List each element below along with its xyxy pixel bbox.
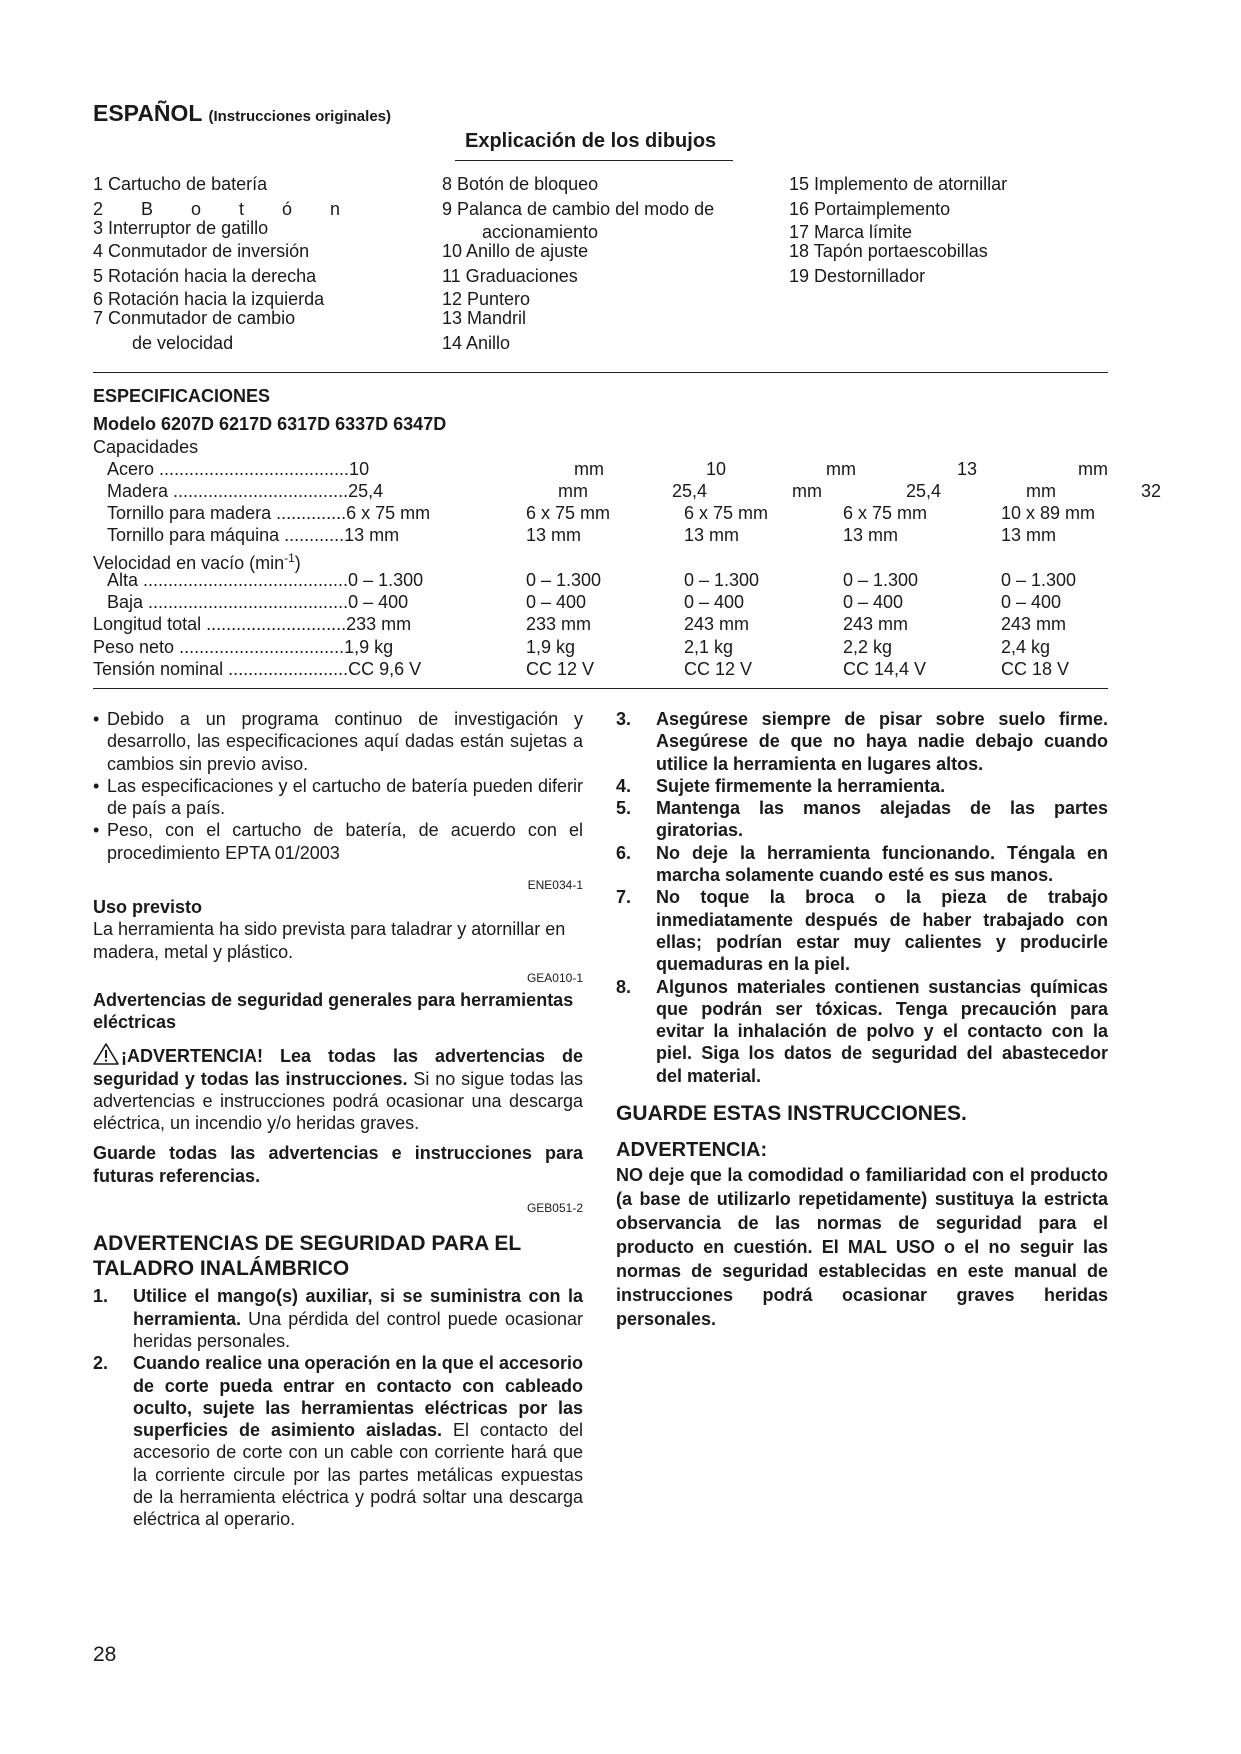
legend-item: 15 Implemento de atornillar [789,174,1008,194]
taladro-heading: ADVERTENCIAS DE SEGURIDAD PARA EL TALADRO INALÁMBRICO [93,1232,521,1281]
specs-row-val: 0 – 1.300 [526,570,602,590]
adv-general-heading: Advertencias de seguridad generales para herramientas eléctricas [93,990,574,1033]
divider [93,688,1108,689]
specs-row-val: 10 x 89 mm [1001,503,1096,523]
legend-item: 11 Graduaciones [442,266,578,286]
legend-item: 2 B o t ó n [93,199,357,219]
numbered-item: 3. Asegúrese siempre de pisar sobre suelo firme. Asegúrese de que no haya nadie debajo cuando utilice la herramienta en lugares altos. [616,709,1108,774]
specs-model-line: Modelo 6207D 6217D 6317D 6337D 6347D [93,414,447,434]
numbered-item: 7. No toque la broca o la pieza de trabajo inmediatamente después de haber trabajado con ellas; podrían estar muy calientes y producirle quemaduras en la piel. [616,887,1108,975]
specs-row-val: 1,9 kg [526,637,576,657]
legend-item: 7 Conmutador de cambio [93,308,296,328]
numbered-item: 4. Sujete firmemente la herramienta. [616,775,946,796]
specs-row-val: 0 – 1.300 [843,570,919,590]
legend-title: Explicación de los dibujos [465,130,717,152]
bullet-item: • Peso, con el cartucho de batería, de acuerdo con el procedimiento EPTA 01/2003 [93,820,583,863]
specs-acero-val: 13 [957,459,978,479]
specs-row-val: 13 mm [843,525,899,545]
uso-text: La herramienta ha sido prevista para taladrar y atornillar en madera, metal y plástico. [93,919,566,962]
specs-row-label: Peso neto .................................1,9 kg [93,637,394,657]
numbered-item: 1. Utilice el mango(s) auxiliar, si se suministra con la herramienta. Una pérdida del control puede ocasionar heridas personales. [93,1286,583,1351]
numbered-item: 8. Algunos materiales contienen sustancias químicas que podrán ser tóxicas. Tenga precaución para evitar la inhalación de polvo y el contacto con la piel. Siga los datos de seguridad del abastecedor del material. [616,976,1108,1086]
legend-item: 12 Puntero [442,289,531,309]
specs-madera-val: mm [1026,481,1056,501]
bullet-item: • Las especificaciones y el cartucho de batería pueden diferir de país a país. [93,775,583,819]
specs-row-val: 13 mm [684,525,740,545]
legend-item: de velocidad [132,333,234,353]
ref-code: ENE034-1 [527,878,583,893]
specs-row-val: 6 x 75 mm [526,503,611,523]
specs-row-val: 2,4 kg [1001,637,1051,657]
specs-capacidades: Capacidades [93,437,199,457]
specs-row-val: 0 – 400 [684,592,745,612]
specs-row-val: CC 12 V [526,659,595,679]
specs-row-val: 0 – 1.300 [684,570,760,590]
specs-row-label: Alta .........................................0 – 1.300 [107,570,424,590]
legend-item: 17 Marca límite [789,222,913,242]
specs-row-val: 2,2 kg [843,637,893,657]
specs-row-val: 243 mm [1001,614,1067,634]
language-subtitle: (Instrucciones originales) [208,108,391,125]
legend-item: 6 Rotación hacia la izquierda [93,289,325,309]
specs-acero-val: mm [826,459,856,479]
right-column [616,708,1108,1331]
page-number: 28 [93,1643,117,1666]
legend-item: 16 Portaimplemento [789,199,951,219]
specs-madera-val: mm [558,481,588,501]
adv-general-text: ¡ADVERTENCIA! Lea todas las advertencias de seguridad y todas las instrucciones. Si no sigue todas las advertencias e instrucciones podrá ocasionar una descarga eléctrica, un incendio y/o heridas graves. [93,1043,583,1134]
specs-acero-label: Acero ......................................10 [107,459,370,479]
legend-title-rule [455,160,733,161]
specs-row-val: 13 mm [526,525,582,545]
specs-row-val: 0 – 400 [843,592,904,612]
specs-row-val: 0 – 400 [526,592,587,612]
specs-row-val: 6 x 75 mm [684,503,769,523]
specs-row-label: Tornillo para madera ..............6 x 75 mm [107,503,431,523]
specs-row-val: CC 18 V [1001,659,1070,679]
specs-madera-label: Madera ...................................25,4 [107,481,384,501]
legend-item: 14 Anillo [442,333,511,353]
ref-code: GEA010-1 [526,970,583,985]
legend-item: 5 Rotación hacia la derecha [93,266,317,286]
specs-row-val: 0 – 400 [1001,592,1062,612]
specs-velocidad: Velocidad en vacío $(\min^{-1})$ [93,551,301,573]
warning-icon [93,1043,119,1065]
specs-row-val: 6 x 75 mm [843,503,928,523]
legend-item: 8 Botón de bloqueo [442,174,599,194]
specs-acero-val: mm [574,459,604,479]
specs-acero-val: mm [1078,459,1108,479]
legend-item: 3 Interruptor de gatillo [93,218,269,238]
numbered-item: 5. Mantenga las manos alejadas de las partes giratorias. [616,798,1108,841]
specs-row-val: CC 12 V [684,659,753,679]
guarde-text: Guarde todas las advertencias e instrucciones para futuras referencias. [93,1143,583,1186]
specs-madera-val: mm [792,481,822,501]
specs-row-val: 243 mm [684,614,750,634]
guarde-heading: GUARDE ESTAS INSTRUCCIONES. [616,1102,967,1126]
legend-item: 10 Anillo de ajuste [442,241,589,261]
specs-madera-val: 25,4 [906,481,942,501]
legend-item: 9 Palanca de cambio del modo de [442,199,715,219]
language-title: ESPAÑOL [93,100,203,126]
specs-acero-val: 10 [706,459,727,479]
specs-heading: ESPECIFICACIONES [93,386,271,406]
specs-row-val: CC 14,4 V [843,659,927,679]
legend-item: 13 Mandril [442,308,527,328]
specs-row-val: 233 mm [526,614,592,634]
left-column [93,708,583,1531]
language-heading [93,100,391,127]
specs-row-label: Tornillo para máquina ............13 mm [107,525,400,545]
legend-item: 4 Conmutador de inversión [93,241,310,261]
specs-row-val: 13 mm [1001,525,1057,545]
specs-row-label: Baja ........................................0 – 400 [107,592,409,612]
specs-row-val: 2,1 kg [684,637,734,657]
legend-item: 19 Destornillador [789,266,926,286]
specs-madera-val: 32 [1141,481,1162,501]
specs-row-label: Tensión nominal ........................CC 9,6 V [93,659,422,679]
specs-madera-val: 25,4 [672,481,708,501]
legend-item: accionamiento [482,222,599,242]
legend-item: 18 Tapón portaescobillas [789,241,988,261]
specs-row-val: 243 mm [843,614,909,634]
bullet-item: • Debido a un programa continuo de investigación y desarrollo, las especificaciones aquí dadas están sujetas a cambios sin previo aviso. [93,709,583,774]
advertencia-heading: ADVERTENCIA: [616,1139,768,1162]
divider [93,372,1108,373]
advertencia-text: NO deje que la comodidad o familiaridad con el producto (a base de utilizarlo repetidamente) sustituya la estricta observancia de las normas de seguridad para el producto en cuestión. El MAL USO o el no seguir las normas de seguridad establecidas en este manual de instrucciones podrá ocasionar graves heridas personales. [616,1165,1108,1330]
numbered-item: 6. No deje la herramienta funcionando. Téngala en marcha solamente cuando esté es sus manos. [616,842,1108,886]
legend-item: 1 Cartucho de batería [93,174,268,194]
numbered-item: 2. Cuando realice una operación en la que el accesorio de corte pueda entrar en contacto con cableado oculto, sujete las herramientas eléctricas por las superficies de asimiento aisladas. El contacto del accesorio de corte con un cable con corriente hará que la corriente circule por las partes metálicas expuestas de la herramienta eléctrica y podrá soltar una descarga eléctrica al operario. [93,1353,583,1530]
specs-row-label: Longitud total ............................233 mm [93,614,412,634]
uso-heading: Uso previsto [93,897,203,918]
ref-code: GEB051-2 [526,1201,583,1216]
specs-row-val: 0 – 1.300 [1001,570,1077,590]
